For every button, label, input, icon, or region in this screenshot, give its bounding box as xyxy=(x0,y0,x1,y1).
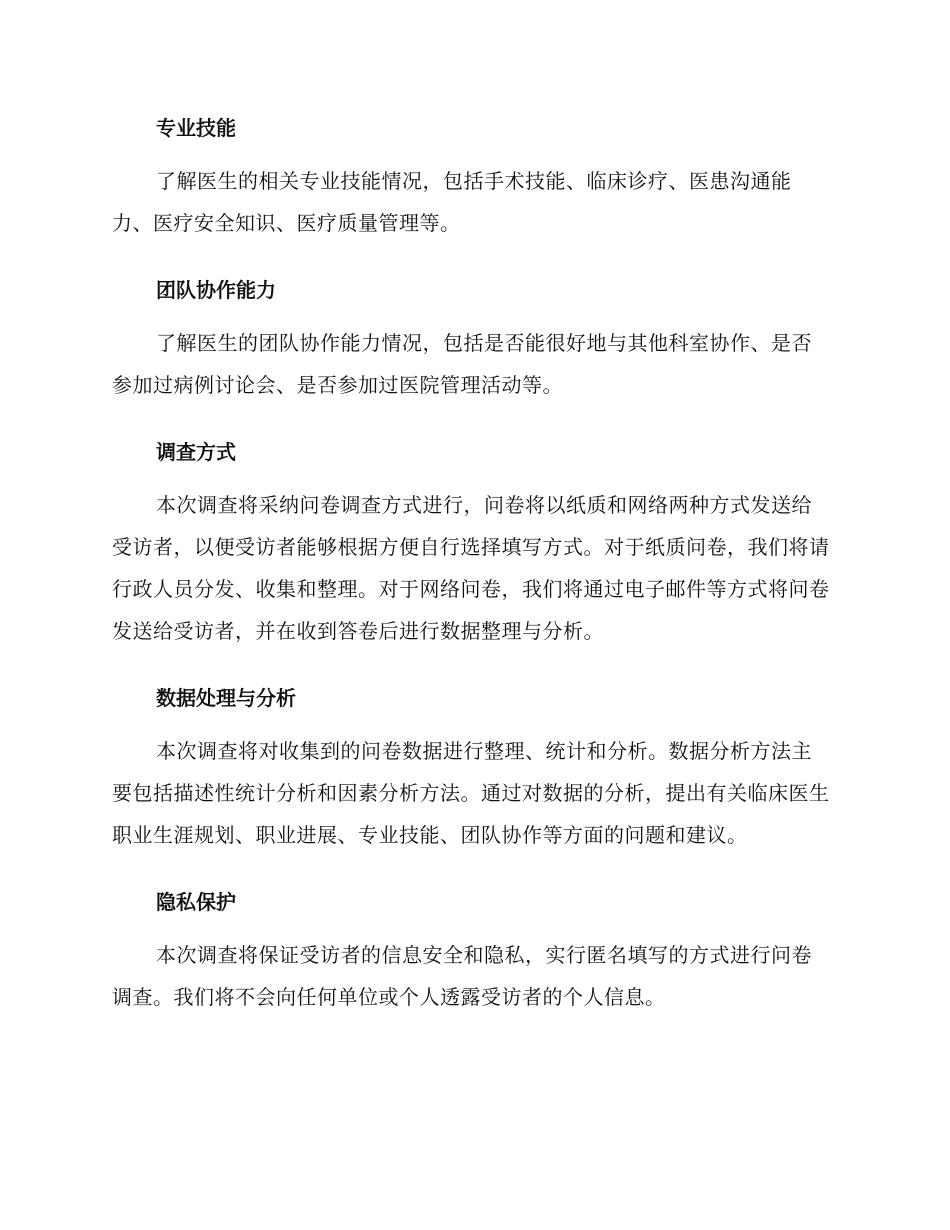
section-heading: 隐私保护 xyxy=(156,890,236,914)
section-heading: 专业技能 xyxy=(156,116,236,140)
section-professional-skills xyxy=(112,108,832,244)
section-survey-method xyxy=(112,432,832,652)
section-heading: 调查方式 xyxy=(156,440,236,464)
section-paragraph: 了解医生的相关专业技能情况，包括手术技能、临床诊疗、医患沟通能力、医疗安全知识、医疗质量管理等。 xyxy=(112,169,792,235)
section-paragraph: 本次调查将采纳问卷调查方式进行，问卷将以纸质和网络两种方式发送给受访者，以便受访者能够根据方便自行选择填写方式。对于纸质问卷，我们将请行政人员分发、收集和整理。对于网络问卷，我们将通过电子邮件等方式将问卷发送给受访者，并在收到答卷后进行数据整理与分析。 xyxy=(112,493,830,643)
section-data-analysis xyxy=(112,678,832,856)
section-heading: 团队协作能力 xyxy=(156,278,276,302)
section-paragraph: 本次调查将保证受访者的信息安全和隐私，实行匿名填写的方式进行问卷调查。我们将不会向任何单位或个人透露受访者的个人信息。 xyxy=(112,943,812,1009)
document-body xyxy=(112,108,832,1044)
section-teamwork xyxy=(112,270,832,406)
section-heading: 数据处理与分析 xyxy=(156,686,296,710)
section-privacy xyxy=(112,882,832,1018)
section-paragraph: 了解医生的团队协作能力情况，包括是否能很好地与其他科室协作、是否参加过病例讨论会、是否参加过医院管理活动等。 xyxy=(112,331,812,397)
section-paragraph: 本次调查将对收集到的问卷数据进行整理、统计和分析。数据分析方法主要包括描述性统计分析和因素分析方法。通过对数据的分析，提出有关临床医生职业生涯规划、职业进展、专业技能、团队协作等方面的问题和建议。 xyxy=(112,739,830,847)
